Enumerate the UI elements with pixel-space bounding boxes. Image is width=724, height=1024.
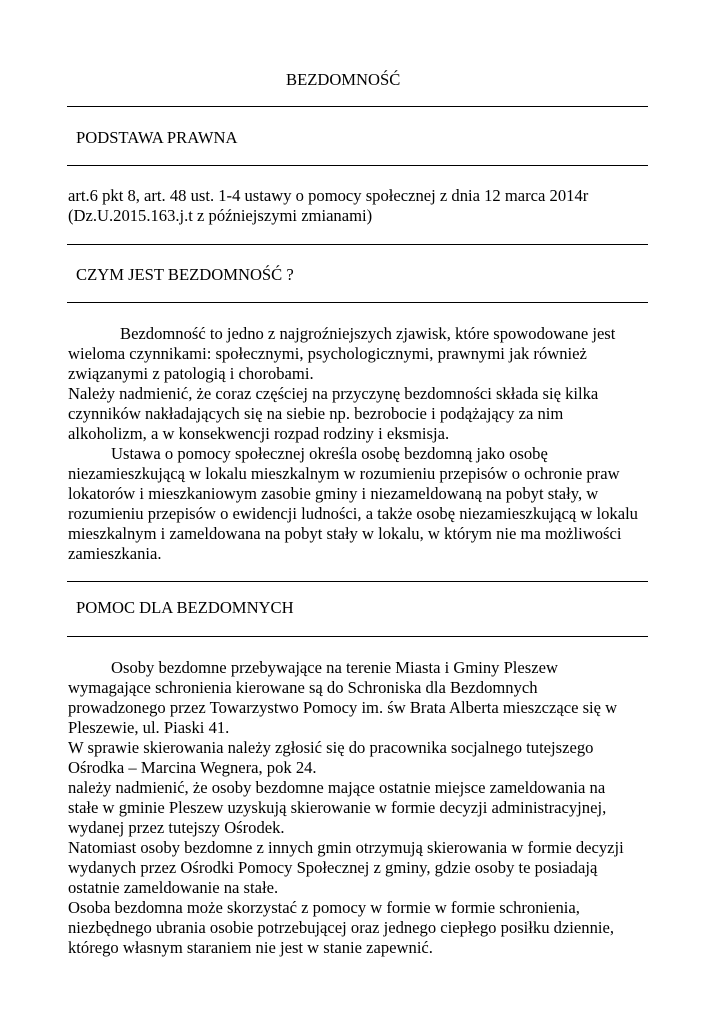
- paragraph-line: Ustawa o pomocy społecznej określa osobę bezdomną jako osobę: [111, 444, 548, 463]
- paragraph-line: czynników nakładających się na siebie np. bezrobocie i podążający za nim: [68, 404, 564, 423]
- paragraph-line: Pleszewie, ul. Piaski 41.: [68, 718, 230, 737]
- paragraph-line: W sprawie skierowania należy zgłosić się do pracownika socjalnego tutejszego: [68, 738, 594, 757]
- paragraph-line: Należy nadmienić, że coraz częściej na przyczynę bezdomności składa się kilka: [68, 384, 599, 403]
- divider: [67, 581, 648, 582]
- paragraph-line: wieloma czynnikami: społecznymi, psychologicznymi, prawnymi jak również: [68, 344, 587, 363]
- paragraph-line: Ośrodka – Marcina Wegnera, pok 24.: [68, 758, 317, 777]
- paragraph-line: zamieszkania.: [68, 544, 162, 563]
- paragraph-line: niezamieszkującą w lokalu mieszkalnym w rozumieniu przepisów o ochronie praw: [68, 464, 620, 483]
- paragraph-line: wydanej przez tutejszy Ośrodek.: [68, 818, 285, 837]
- divider: [67, 106, 648, 107]
- paragraph-line: mieszkalnym i zameldowana na pobyt stały w lokalu, w którym nie ma możliwości: [68, 524, 622, 543]
- paragraph-line: Bezdomność to jedno z najgroźniejszych zjawisk, które spowodowane jest: [120, 324, 616, 343]
- divider: [67, 302, 648, 303]
- divider: [67, 165, 648, 166]
- section-heading-what-is: CZYM JEST BEZDOMNOŚĆ ?: [76, 265, 294, 284]
- legal-basis-line: art.6 pkt 8, art. 48 ust. 1-4 ustawy o pomocy społecznej z dnia 12 marca 2014r: [68, 186, 589, 205]
- paragraph-line: Natomiast osoby bezdomne z innych gmin otrzymują skierowania w formie decyzji: [68, 838, 624, 857]
- section-heading-help: POMOC DLA BEZDOMNYCH: [76, 598, 294, 617]
- paragraph-line: lokatorów i mieszkaniowym zasobie gminy i niezameldowaną na pobyt stały, w: [68, 484, 599, 503]
- paragraph-line: niezbędnego ubrania osobie potrzebującej oraz jednego ciepłego posiłku dziennie,: [68, 918, 614, 937]
- paragraph-line: ostatnie zameldowanie na stałe.: [68, 878, 279, 897]
- section-heading-legal-basis: PODSTAWA PRAWNA: [76, 128, 238, 147]
- divider: [67, 244, 648, 245]
- paragraph-line: Osoby bezdomne przebywające na terenie Miasta i Gminy Pleszew: [111, 658, 558, 677]
- page-title: BEZDOMNOŚĆ: [286, 70, 401, 89]
- paragraph-line: prowadzonego przez Towarzystwo Pomocy im. św Brata Alberta mieszczące się w: [68, 698, 618, 717]
- paragraph-line: Osoba bezdomna może skorzystać z pomocy w formie w formie schronienia,: [68, 898, 580, 917]
- paragraph-line: należy nadmienić, że osoby bezdomne mające ostatnie miejsce zameldowania na: [68, 778, 606, 797]
- divider: [67, 636, 648, 637]
- paragraph-line: rozumieniu przepisów o ewidencji ludności, a także osobę niezamieszkującą w lokalu: [68, 504, 638, 523]
- paragraph-line: stałe w gminie Pleszew uzyskują skierowanie w formie decyzji administracyjnej,: [68, 798, 607, 817]
- paragraph-line: alkoholizm, a w konsekwencji rozpad rodziny i eksmisja.: [68, 424, 450, 443]
- paragraph-line: wymagające schronienia kierowane są do Schroniska dla Bezdomnych: [68, 678, 538, 697]
- paragraph-line: związanymi z patologią i chorobami.: [68, 364, 314, 383]
- legal-basis-line: (Dz.U.2015.163.j.t z późniejszymi zmianami): [68, 206, 373, 225]
- paragraph-line: którego własnym staraniem nie jest w stanie zapewnić.: [68, 938, 433, 957]
- paragraph-line: wydanych przez Ośrodki Pomocy Społecznej z gminy, gdzie osoby te posiadają: [68, 858, 598, 877]
